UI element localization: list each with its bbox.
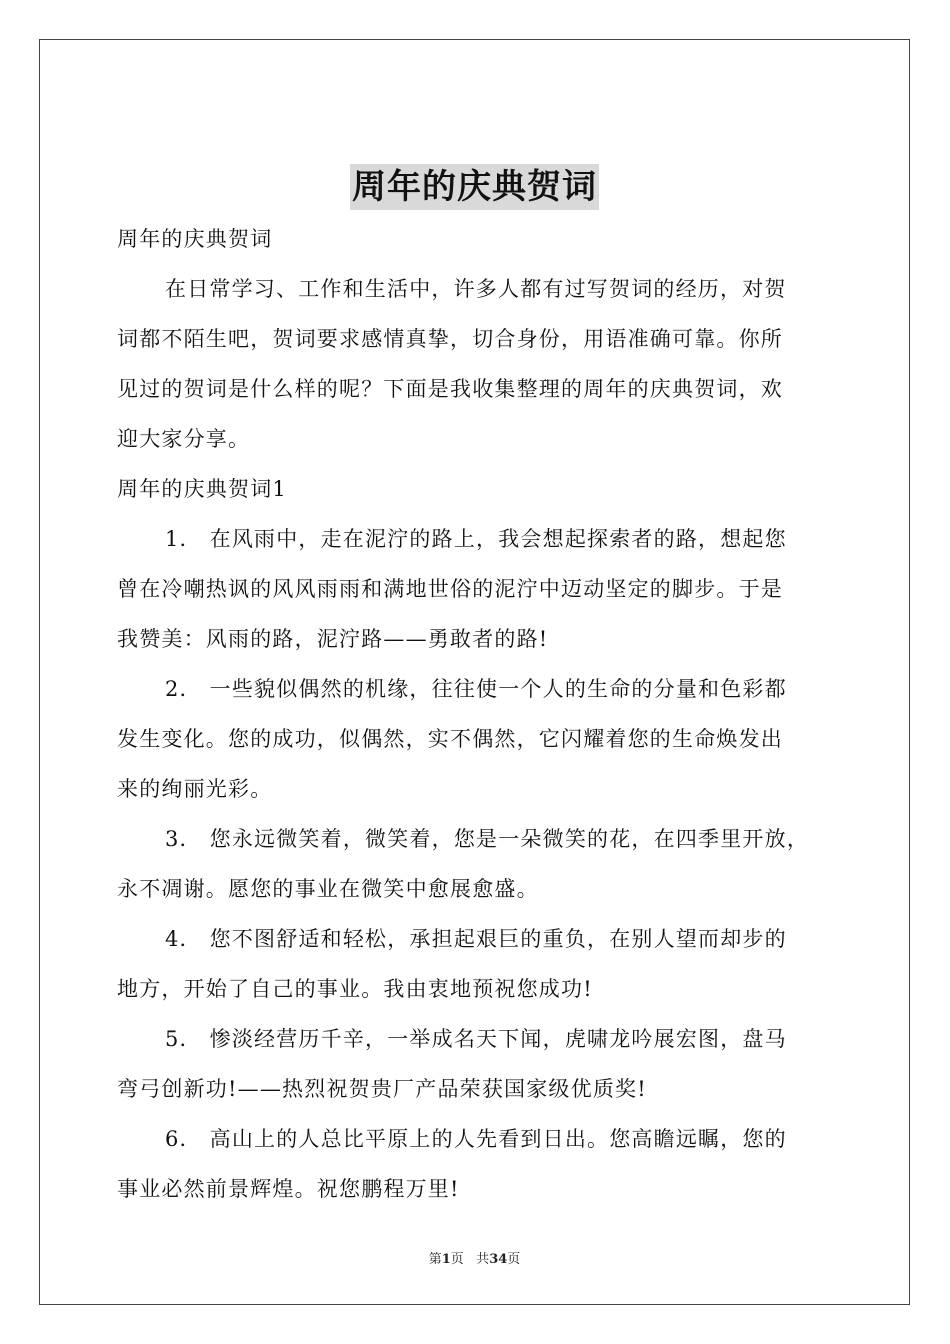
document-body	[117, 214, 837, 1214]
footer-total-prefix: 共	[476, 1252, 490, 1267]
text-line: 事业必然前景辉煌。祝您鹏程万里!	[117, 1177, 460, 1201]
footer-total-pages: 34	[489, 1252, 508, 1267]
text-line: 词都不陌生吧，贺词要求感情真挚，切合身份，用语准确可靠。你所	[117, 327, 783, 351]
text-line: 4． 您不图舒适和轻松，承担起艰巨的重负，在别人望而却步的	[165, 927, 787, 951]
text-line: 我赞美：风雨的路，泥泞路——勇敢者的路!	[117, 627, 549, 651]
text-line: 曾在冷嘲热讽的风风雨雨和满地世俗的泥泞中迈动坚定的脚步。于是	[117, 577, 783, 601]
footer-page-prefix: 第	[428, 1252, 442, 1267]
text-line: 6． 高山上的人总比平原上的人先看到日出。您高瞻远瞩，您的	[165, 1127, 787, 1151]
text-line: 发生变化。您的成功，似偶然，实不偶然，它闪耀着您的生命焕发出	[117, 727, 783, 751]
text-line: 弯弓创新功!——热烈祝贺贵厂产品荣获国家级优质奖!	[117, 1077, 647, 1101]
text-line: 见过的贺词是什么样的呢？下面是我收集整理的周年的庆典贺词，欢	[117, 377, 783, 401]
text-line: 1． 在风雨中，走在泥泞的路上，我会想起探索者的路，想起您	[165, 527, 787, 551]
text-line: 在日常学习、工作和生活中，许多人都有过写贺词的经历，对贺	[165, 277, 787, 301]
page-footer	[40, 1248, 909, 1267]
text-line: 5． 惨淡经营历千辛，一举成名天下闻，虎啸龙吟展宏图，盘马	[165, 1027, 787, 1051]
text-line: 迎大家分享。	[117, 427, 251, 451]
text-line: 来的绚丽光彩。	[117, 777, 273, 801]
title-container	[40, 164, 909, 210]
document-page	[39, 39, 910, 1305]
text-line: 2． 一些貌似偶然的机缘，往往使一个人的生命的分量和色彩都	[165, 677, 787, 701]
text-line: 周年的庆典贺词	[117, 227, 273, 251]
section-heading: 周年的庆典贺词1	[117, 477, 287, 501]
footer-page-suffix: 页	[450, 1252, 464, 1267]
text-line: 地方，开始了自己的事业。我由衷地预祝您成功!	[117, 977, 593, 1001]
text-line: 永不凋谢。愿您的事业在微笑中愈展愈盛。	[117, 877, 539, 901]
footer-page-number: 1	[441, 1252, 451, 1267]
footer-total-suffix: 页	[507, 1252, 521, 1267]
document-title: 周年的庆典贺词	[350, 164, 599, 210]
text-line: 3． 您永远微笑着，微笑着，您是一朵微笑的花，在四季里开放，	[165, 827, 810, 851]
